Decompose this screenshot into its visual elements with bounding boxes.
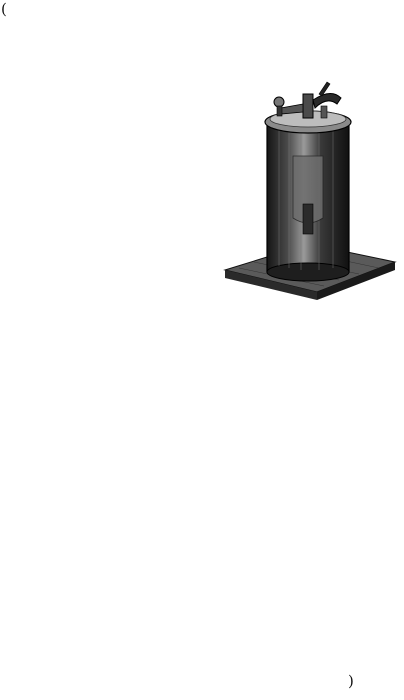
- margin-bracket-close: ): [348, 672, 354, 690]
- margin-bracket-open: (: [1, 0, 7, 18]
- lighter-illustration: [219, 78, 399, 310]
- doebereiner-lighter-figure: [219, 78, 399, 310]
